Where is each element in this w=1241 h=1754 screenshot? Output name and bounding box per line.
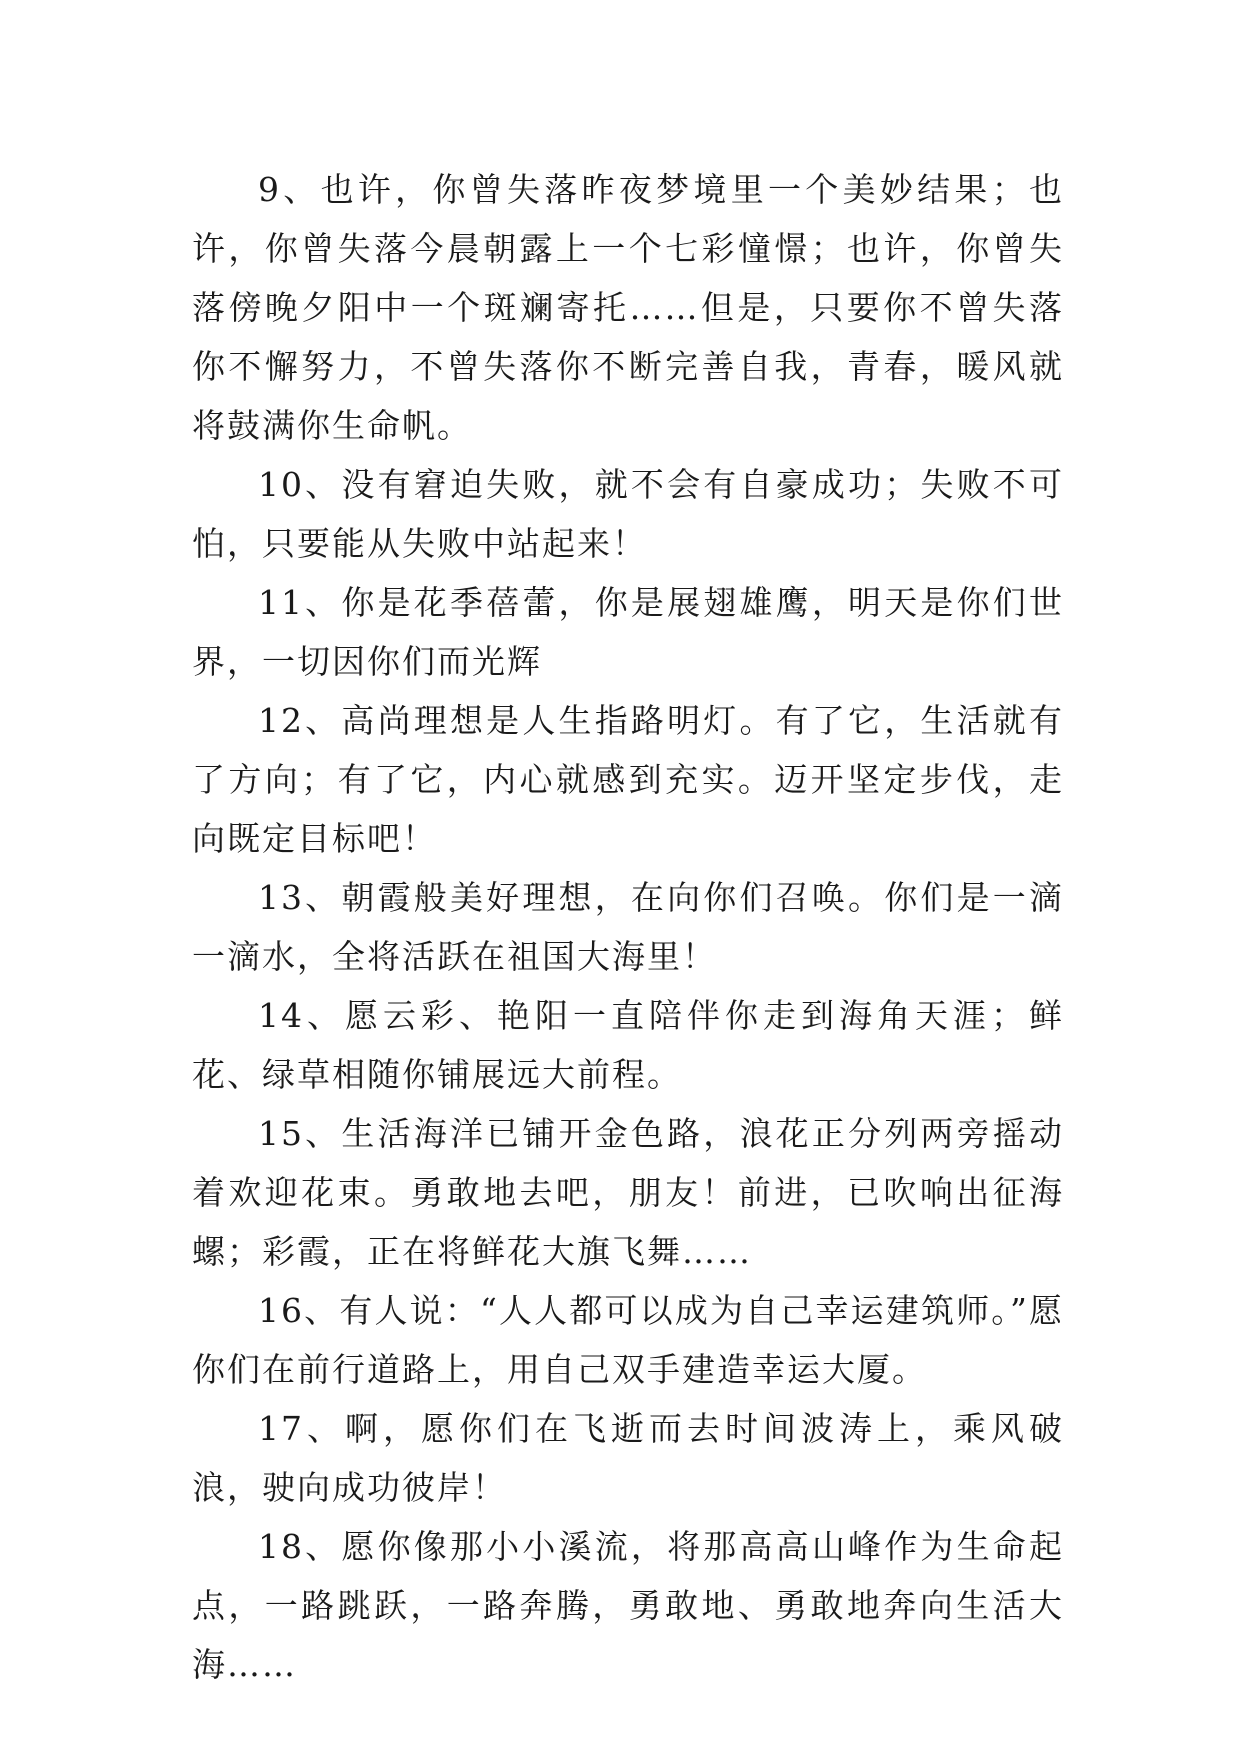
paragraph-14: 14、愿云彩、艳阳一直陪伴你走到海角天涯；鲜花、绿草相随你铺展远大前程。 bbox=[192, 996, 1064, 1094]
paragraph-10: 10、没有窘迫失败，就不会有自豪成功；失败不可怕，只要能从失败中站起来！ bbox=[192, 465, 1064, 563]
paragraph-18: 18、愿你像那小小溪流，将那高高山峰作为生命起点，一路跳跃，一路奔腾，勇敢地、勇敢地奔向生活大海…… bbox=[192, 1527, 1064, 1684]
paragraph-9: 9、也许，你曾失落昨夜梦境里一个美妙结果；也许，你曾失落今晨朝露上一个七彩憧憬；也许，你曾失落傍晚夕阳中一个斑斓寄托……但是，只要你不曾失落你不懈努力，不曾失落你不断完善自我，青春，暖风就将鼓满你生命帆。 bbox=[192, 170, 1064, 445]
paragraph-12: 12、高尚理想是人生指路明灯。有了它，生活就有了方向；有了它，内心就感到充实。迈开坚定步伐，走向既定目标吧！ bbox=[192, 701, 1064, 858]
paragraph-13: 13、朝霞般美好理想，在向你们召唤。你们是一滴一滴水，全将活跃在祖国大海里！ bbox=[192, 878, 1064, 976]
paragraph-17: 17、啊，愿你们在飞逝而去时间波涛上，乘风破浪，驶向成功彼岸！ bbox=[192, 1409, 1064, 1507]
paragraph-16: 16、有人说：“人人都可以成为自己幸运建筑师。”愿你们在前行道路上，用自己双手建造幸运大厦。 bbox=[192, 1291, 1064, 1389]
paragraph-15: 15、生活海洋已铺开金色路，浪花正分列两旁摇动着欢迎花束。勇敢地去吧，朋友！前进，已吹响出征海螺；彩霞，正在将鲜花大旗飞舞…… bbox=[192, 1114, 1064, 1271]
document-body bbox=[192, 160, 1064, 1694]
paragraph-11: 11、你是花季蓓蕾，你是展翅雄鹰，明天是你们世界，一切因你们而光辉 bbox=[192, 583, 1064, 681]
